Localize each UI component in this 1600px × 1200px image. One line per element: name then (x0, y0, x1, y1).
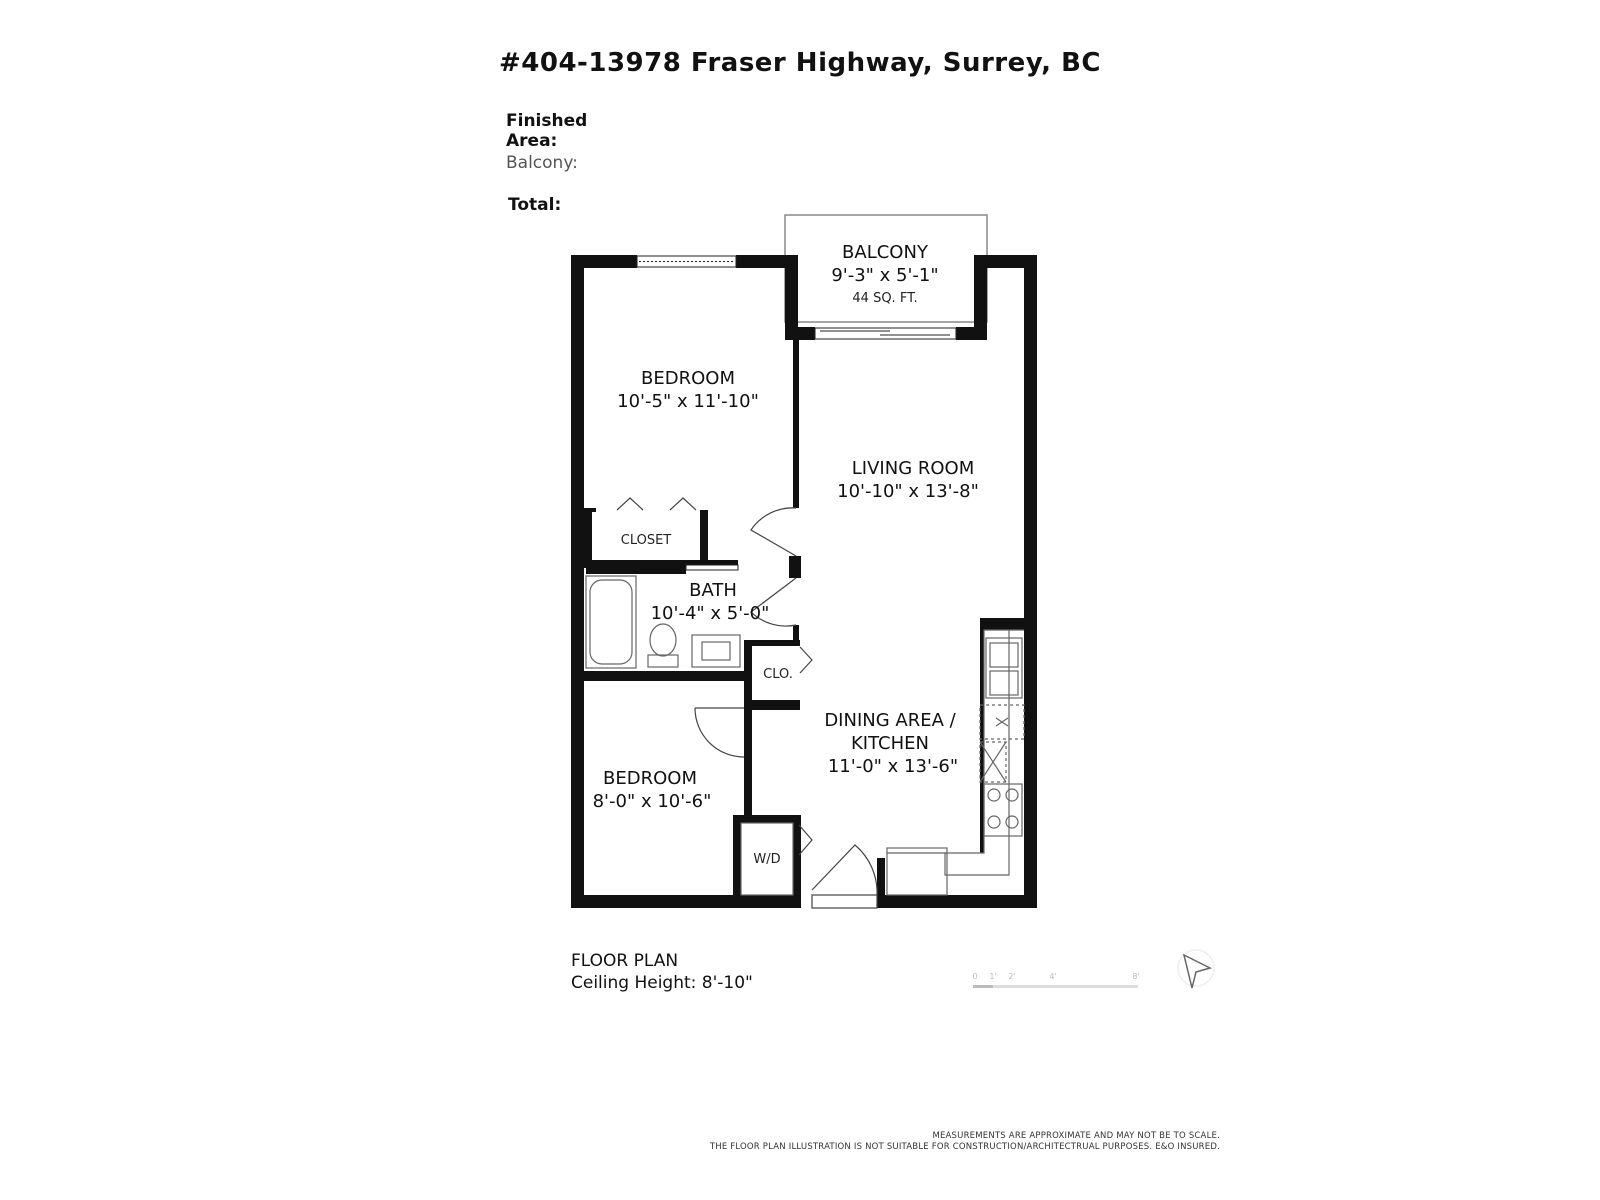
wall-top-right (974, 255, 1037, 268)
wall-clo-top (744, 640, 800, 646)
wall-stub-center (789, 556, 801, 578)
balcony-name: BALCONY (842, 242, 928, 263)
bathtub-inner (590, 580, 632, 664)
scale-tick-8: 8' (1132, 972, 1140, 981)
scale-bar-segment (973, 985, 993, 988)
fridge-entry (887, 848, 947, 895)
wall-closet-left (584, 508, 592, 568)
disclaimer-line-2: THE FLOOR PLAN ILLUSTRATION IS NOT SUITABLE FOR CONSTRUCTION/ARCHITECTRUAL PURPOSES. E&O INSURED. (709, 1142, 1220, 1152)
wall-wd-left (733, 815, 741, 908)
wall-clo-left (744, 640, 752, 710)
dining-name-1: DINING AREA / (824, 710, 956, 731)
bedroom2-dims: 8'-0" x 10'-6" (592, 791, 712, 812)
wall-closet-right (700, 510, 708, 568)
bath-name: BATH (689, 580, 737, 601)
bathtub (586, 576, 636, 668)
dining-name-2: KITCHEN (851, 733, 929, 754)
scale-tick-0: 0 (972, 972, 978, 981)
wall-top-left-a (571, 255, 637, 268)
bath-sink (702, 642, 730, 660)
wall-entry-right (877, 858, 885, 908)
wall-living-west (793, 338, 799, 508)
bedroom1-door-swing (751, 508, 796, 556)
burner-3 (988, 816, 1000, 828)
bath-vanity (692, 635, 740, 667)
scale-bar (972, 972, 1139, 988)
dining-dims: 11'-0" x 13'-6" (827, 756, 959, 777)
wall-bath-bottom (584, 671, 744, 681)
wall-left (571, 255, 584, 908)
entry-threshold (812, 895, 877, 908)
wall-bedroom2-east (744, 700, 752, 820)
balcony-area-label: Balcony: (506, 153, 578, 173)
finished-area-label: Finished Area: (506, 111, 588, 151)
floor-plan-caption (571, 950, 753, 994)
wall-wd-right (793, 815, 801, 908)
clo-name: CLO. (763, 667, 793, 682)
toilet-tank (648, 655, 678, 667)
clo-bifold (800, 647, 812, 673)
total-area-label: Total: (508, 195, 562, 215)
wall-bottom-right (881, 895, 1037, 908)
balcony-area: 44 SQ. FT. (852, 291, 918, 306)
scale-tick-2: 2' (1008, 972, 1016, 981)
range (984, 784, 1022, 836)
burner-1 (988, 789, 1000, 801)
compass-arrow-icon (1178, 950, 1214, 988)
balcony-slider (815, 328, 956, 339)
burner-4 (1006, 816, 1018, 828)
closet-bifold-b (670, 498, 696, 510)
burner-2 (1006, 789, 1018, 801)
bedroom2-name: BEDROOM (603, 768, 697, 789)
disclaimer-line-1: MEASUREMENTS ARE APPROXIMATE AND MAY NOT BE TO SCALE. (932, 1131, 1220, 1141)
scale-tick-1: 1' (989, 972, 997, 981)
bedroom1-name: BEDROOM (641, 368, 735, 389)
bath-pocket-door (686, 565, 738, 570)
sink-bowl-b (990, 671, 1018, 695)
scale-tick-4: 4' (1049, 972, 1057, 981)
balcony-dims: 9'-3" x 5'-1" (831, 265, 939, 286)
wall-kitchen-top (980, 618, 1024, 630)
entry-door-swing (812, 845, 877, 895)
floor-plan-label: FLOOR PLAN (571, 951, 679, 971)
bedroom2-door-swing (695, 708, 744, 757)
disclaimer (710, 1131, 1220, 1153)
living-name: LIVING ROOM (851, 458, 975, 479)
wall-wd-top (733, 815, 799, 823)
bedroom1-dims: 10'-5" x 11'-10" (617, 391, 759, 412)
listing-title: #404-13978 Fraser Highway, Surrey, BC (499, 48, 1101, 78)
scale-bar-track (973, 985, 1138, 988)
wall-clo-bottom (744, 700, 800, 710)
living-dims: 10'-10" x 13'-8" (837, 481, 979, 502)
wall-bottom-left (571, 895, 801, 908)
kitchen-sink (986, 638, 1022, 698)
closet-name: CLOSET (620, 533, 672, 548)
dishwasher-mark (996, 718, 1008, 726)
wall-right (1024, 255, 1037, 908)
wall-balcony-bottom-left (785, 327, 815, 340)
sink-bowl-a (990, 643, 1018, 667)
wd-name: W/D (753, 852, 781, 867)
ceiling-height: Ceiling Height: 8'-10" (571, 973, 753, 993)
toilet-bowl (650, 624, 676, 656)
wall-bath-top (586, 568, 686, 574)
bath-dims: 10'-4" x 5'-0" (650, 603, 770, 624)
closet-bifold-a (617, 498, 643, 510)
